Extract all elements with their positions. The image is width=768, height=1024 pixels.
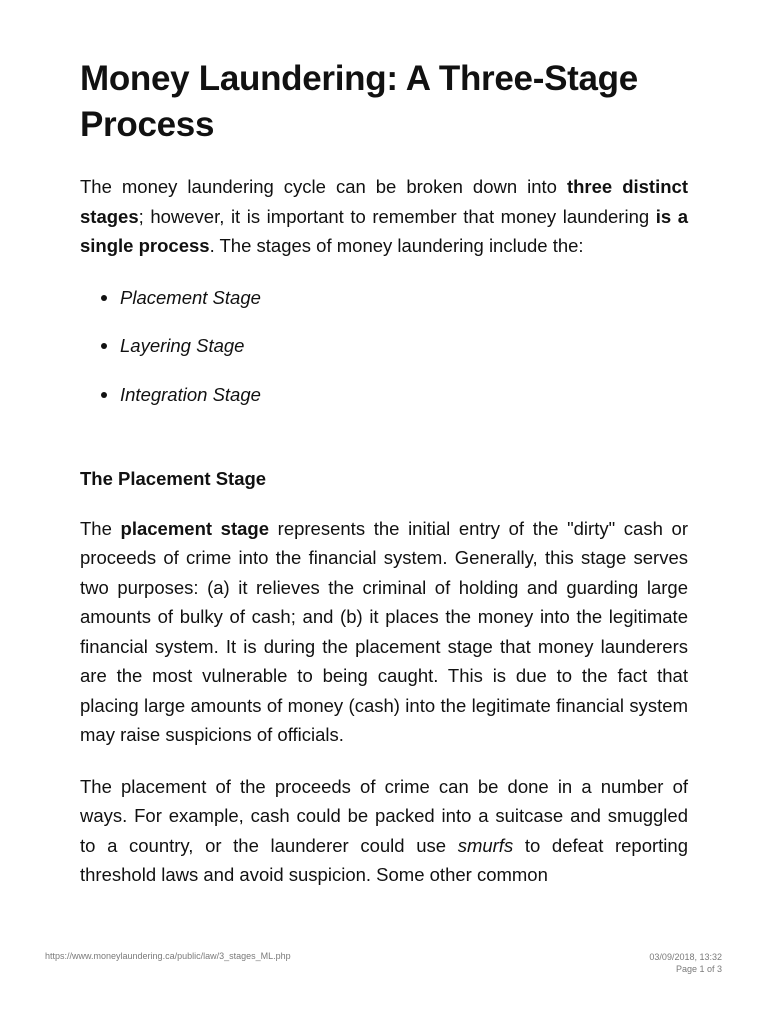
footer-meta xyxy=(649,951,722,975)
placement-paragraph-1 xyxy=(80,514,688,750)
section-heading: The Placement Stage xyxy=(80,468,267,489)
intro-text-3: . The stages of money laundering include the: xyxy=(209,235,584,256)
intro-bold-2: is a single process xyxy=(80,205,689,256)
para2-text-1: The placement of the proceeds of crime can be done in a number of ways. For example, cash could be packed into a suitcase and smuggled to a country, or the launderer could use xyxy=(80,775,688,856)
para2-italic: smurfs xyxy=(457,834,514,856)
footer-url: https://www.moneylaundering.ca/public/law/3_stages_ML.php xyxy=(45,951,291,961)
list-item: Integration Stage xyxy=(80,380,688,410)
intro-paragraph xyxy=(80,172,688,261)
page-title: Money Laundering: A Three-Stage Process xyxy=(80,59,638,144)
footer-datetime: 03/09/2018, 13:32 xyxy=(649,952,722,962)
intro-text-1: The money laundering cycle can be broken down into xyxy=(80,176,567,197)
para1-text-1: The xyxy=(80,517,121,539)
para2-text-2: to defeat reporting threshold laws and avoid suspicion. Some other common xyxy=(80,834,688,885)
list-item: Layering Stage xyxy=(80,331,688,361)
list-item: Placement Stage xyxy=(80,283,688,313)
para1-text-2: represents the initial entry of the "dirty" cash or proceeds of crime into the financial system. Generally, this stage serves two purposes: (a) it relieves the criminal of holding and guarding large amounts of bulky of cash; and (b) it places the money into the legitimate financial system. It is during the placement stage that money launderers are the most vulnerable to being caught. This is due to the fact that placing large amounts of money (cash) into the legitimate financial system may raise suspicions of officials. xyxy=(80,517,688,745)
para1-bold: placement stage xyxy=(120,517,270,539)
footer-page-number: Page 1 of 3 xyxy=(675,964,722,974)
placement-paragraph-2 xyxy=(80,772,688,890)
intro-bold-1: three distinct stages xyxy=(80,176,688,227)
stages-list xyxy=(80,283,688,410)
document-page xyxy=(80,56,688,890)
intro-text-2: ; however, it is important to remember that money laundering xyxy=(138,205,656,227)
